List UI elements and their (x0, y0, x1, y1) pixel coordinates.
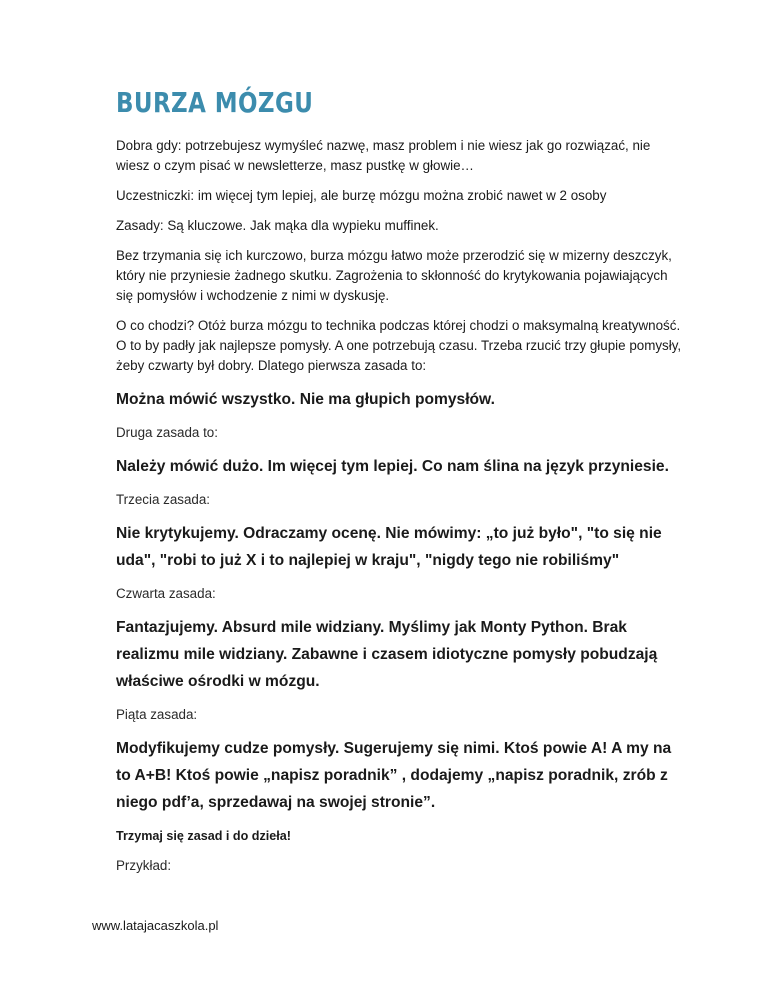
paragraph-participants: Uczestniczki: im więcej tym lepiej, ale burzę mózgu można zrobić nawet w 2 osoby (116, 188, 607, 203)
rule-four-label: Czwarta zasada: (116, 586, 216, 601)
document-body (116, 86, 682, 886)
footer-website: www.latajacaszkola.pl (92, 918, 219, 933)
closing-line: Trzymaj się zasad i do dzieła! (116, 829, 291, 843)
paragraph-rules-intro: Zasady: Są kluczowe. Jak mąka dla wypieku muffinek. (116, 218, 439, 233)
rule-three-label: Trzecia zasada: (116, 492, 211, 507)
page-title: BURZA MÓZGU (116, 86, 314, 119)
example-label: Przykład: (116, 858, 172, 873)
paragraph-risks: Bez trzymania się ich kurczowo, burza mózgu łatwo może przerodzić się w mizerny deszczyk, który nie przyniesie żadnego skutku. Zagrożenia to skłonność do krytykowania pojawiających się pomysłów i wchodzenie z nimi w dyskusję. (116, 248, 672, 303)
rule-five-label: Piąta zasada: (116, 707, 198, 722)
rule-two-label: Druga zasada to: (116, 425, 218, 440)
rule-four: Fantazjujemy. Absurd mile widziany. Myślimy jak Monty Python. Brak realizmu mile widziany. Zabawne i czasem idiotyczne pomysły pobudzają właściwe ośrodki w mózgu. (116, 619, 658, 690)
rule-one: Można mówić wszystko. Nie ma głupich pomysłów. (116, 391, 495, 408)
rule-five: Modyfikujemy cudze pomysły. Sugerujemy się nimi. Ktoś powie A! A my na to A+B! Ktoś powie „napisz poradnik” , dodajemy „napisz poradnik, zrób z niego pdf’a, sprzedawaj na swojej stronie”. (116, 740, 672, 811)
paragraph-when-useful: Dobra gdy: potrzebujesz wymyśleć nazwę, masz problem i nie wiesz jak go rozwiązać, nie wiesz o czym pisać w newsletterze, masz pustkę w głowie… (116, 138, 651, 173)
rule-three: Nie krytykujemy. Odraczamy ocenę. Nie mówimy: „to już było", "to się nie uda", "robi to już X i to najlepiej w kraju", "nigdy tego nie robiliśmy" (116, 525, 662, 569)
rule-two: Należy mówić dużo. Im więcej tym lepiej. Co nam ślina na język przyniesie. (116, 458, 669, 475)
paragraph-what-is-it: O co chodzi? Otóż burza mózgu to technika podczas której chodzi o maksymalną kreatywność. O to by padły jak najlepsze pomysły. A one potrzebują czasu. Trzeba rzucić trzy głupie pomysły, żeby czwarty był dobry. Dlatego pierwsza zasada to: (116, 318, 682, 373)
